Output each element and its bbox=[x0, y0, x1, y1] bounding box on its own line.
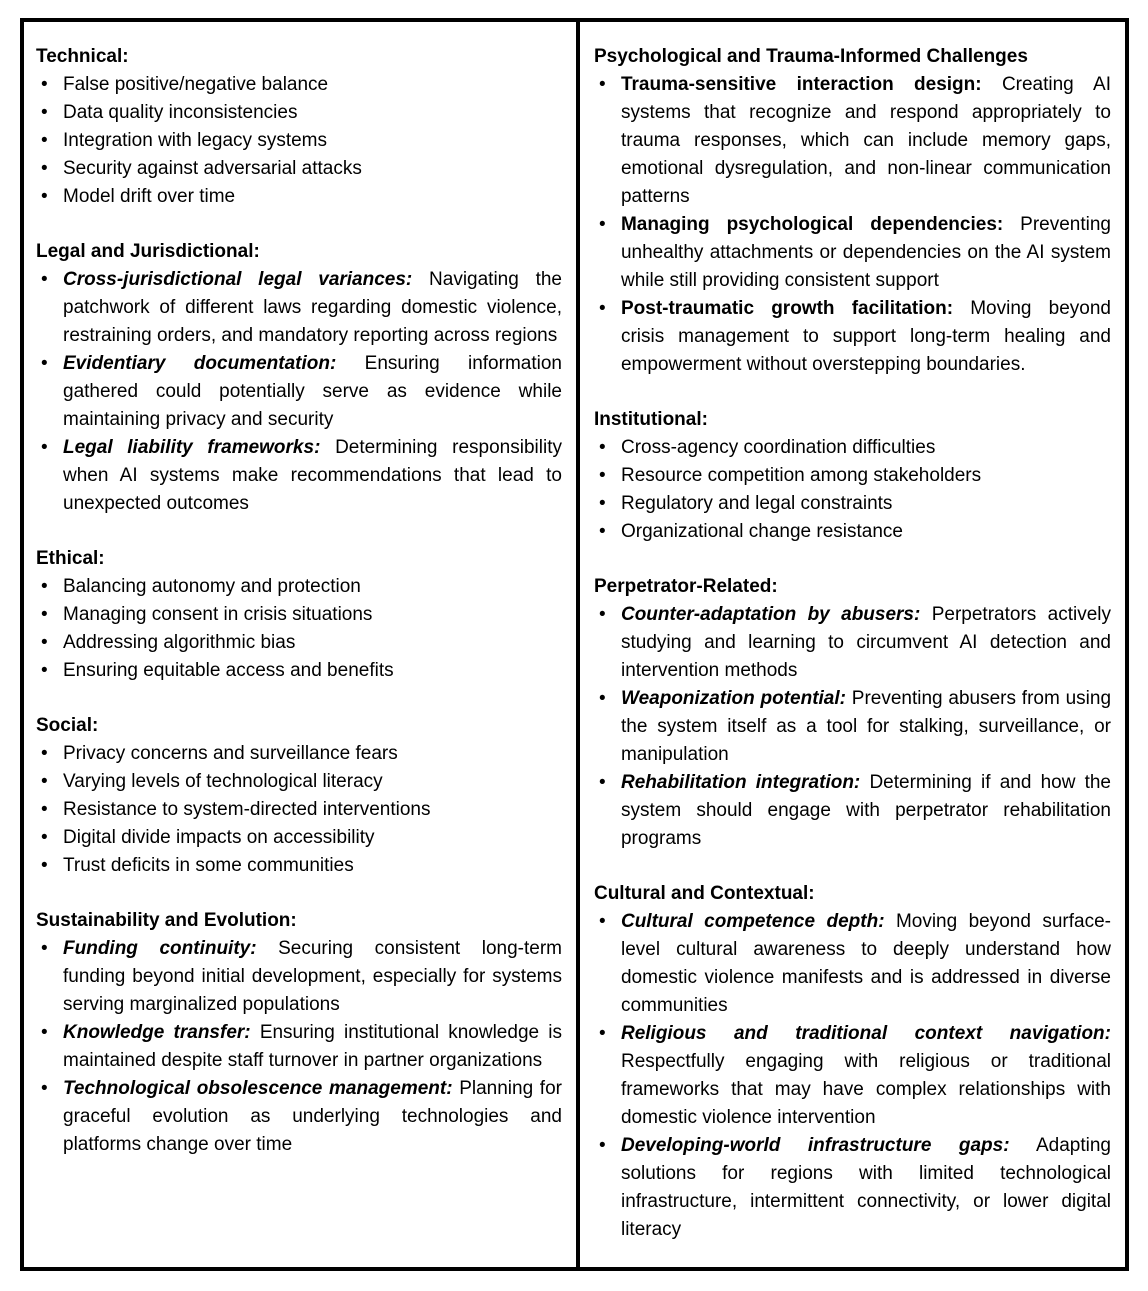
item-text: Managing consent in crisis situations bbox=[63, 604, 373, 625]
section-heading: Perpetrator-Related: bbox=[593, 576, 778, 597]
bullet-icon: • bbox=[41, 743, 48, 764]
left-column bbox=[24, 22, 576, 1267]
item-term: Legal liability frameworks: bbox=[63, 437, 321, 458]
item-text: Cross-agency coordination difficulties bbox=[620, 437, 936, 458]
bullet-list bbox=[36, 573, 562, 685]
list-item bbox=[36, 935, 562, 1019]
section-left-1 bbox=[36, 238, 562, 518]
bullet-list bbox=[594, 71, 1111, 379]
item-term: Weaponization potential: bbox=[620, 688, 846, 709]
bullet-list bbox=[36, 935, 562, 1159]
section-heading: Legal and Jurisdictional: bbox=[36, 241, 260, 262]
item-term: Managing psychological dependencies: bbox=[620, 214, 1004, 235]
list-item bbox=[36, 1019, 562, 1075]
item-text: Security against adversarial attacks bbox=[63, 158, 362, 179]
item-text: Moving beyond surface-level cultural awareness to deeply understand how domestic violence manifests and is addressed in diverse communities bbox=[620, 911, 1111, 1016]
bullet-list bbox=[594, 434, 1111, 546]
bullet-icon: • bbox=[598, 74, 606, 95]
item-text: Ensuring equitable access and benefits bbox=[63, 660, 394, 681]
item-text: Creating AI systems that recognize and respond appropriately to trauma responses, which can include memory gaps, emotional dysregulation, and non-linear communication patterns bbox=[620, 74, 1111, 207]
bullet-icon: • bbox=[41, 1022, 48, 1043]
item-text: Varying levels of technological literacy bbox=[63, 771, 383, 792]
item-text: Perpetrators actively studying and learning to circumvent AI detection and intervention methods bbox=[620, 604, 1111, 681]
item-term: Technological obsolescence management: bbox=[63, 1078, 453, 1099]
bullet-icon: • bbox=[41, 938, 48, 959]
item-text: Trust deficits in some communities bbox=[63, 855, 354, 876]
item-term: Trauma-sensitive interaction design: bbox=[620, 74, 982, 95]
section-left-2 bbox=[36, 545, 562, 685]
list-item bbox=[594, 434, 1111, 462]
list-item bbox=[36, 796, 562, 824]
list-item bbox=[36, 71, 562, 99]
bullet-icon: • bbox=[41, 660, 48, 681]
section-right-1 bbox=[594, 406, 1111, 546]
bullet-icon: • bbox=[41, 799, 48, 820]
list-item bbox=[36, 852, 562, 880]
bullet-icon: • bbox=[41, 186, 48, 207]
section-heading: Technical: bbox=[36, 46, 129, 67]
bullet-icon: • bbox=[41, 827, 48, 848]
list-item bbox=[594, 490, 1111, 518]
list-item bbox=[594, 1132, 1111, 1244]
item-text: Resistance to system-directed interventions bbox=[63, 799, 431, 820]
list-item bbox=[36, 183, 562, 211]
item-term: Developing-world infrastructure gaps: bbox=[620, 1135, 1010, 1156]
bullet-icon: • bbox=[598, 465, 606, 486]
list-item bbox=[594, 1020, 1111, 1132]
list-item bbox=[36, 629, 562, 657]
section-heading: Ethical: bbox=[36, 548, 105, 569]
bullet-icon: • bbox=[41, 576, 48, 597]
bullet-icon: • bbox=[598, 688, 606, 709]
item-text: Moving beyond crisis management to support long-term healing and empowerment without overstepping boundaries. bbox=[620, 298, 1111, 375]
item-text: Organizational change resistance bbox=[620, 521, 903, 542]
item-term: Funding continuity: bbox=[63, 938, 257, 959]
item-text: Respectfully engaging with religious or traditional frameworks that may have complex relationships with domestic violence intervention bbox=[620, 1051, 1111, 1128]
list-item bbox=[594, 685, 1111, 769]
list-item bbox=[36, 1075, 562, 1159]
bullet-icon: • bbox=[598, 298, 606, 319]
bullet-icon: • bbox=[41, 130, 48, 151]
bullet-icon: • bbox=[41, 158, 48, 179]
item-text: Securing consistent long-term funding beyond initial development, especially for systems serving marginalized populations bbox=[63, 938, 562, 1015]
list-item bbox=[36, 99, 562, 127]
list-item bbox=[594, 295, 1111, 379]
bullet-icon: • bbox=[598, 772, 606, 793]
list-item bbox=[36, 127, 562, 155]
list-item bbox=[594, 462, 1111, 490]
section-heading: Psychological and Trauma-Informed Challenges bbox=[593, 46, 1028, 67]
section-heading: Sustainability and Evolution: bbox=[36, 910, 297, 931]
item-text: Adapting solutions for regions with limited technological infrastructure, intermittent connectivity, or lower digital literacy bbox=[620, 1135, 1111, 1240]
section-right-2 bbox=[594, 573, 1111, 853]
list-item bbox=[36, 434, 562, 518]
section-right-0 bbox=[594, 43, 1111, 379]
list-item bbox=[594, 518, 1111, 546]
section-heading: Social: bbox=[36, 715, 99, 736]
list-item bbox=[36, 657, 562, 685]
item-text: Preventing unhealthy attachments or dependencies on the AI system while still providing consistent support bbox=[620, 214, 1111, 291]
item-text: Resource competition among stakeholders bbox=[620, 465, 982, 486]
item-term: Religious and traditional context navigation: bbox=[620, 1023, 1111, 1044]
bullet-icon: • bbox=[41, 771, 48, 792]
bullet-icon: • bbox=[41, 353, 48, 374]
list-item bbox=[36, 824, 562, 852]
list-item bbox=[594, 71, 1111, 211]
item-term: Rehabilitation integration: bbox=[620, 772, 861, 793]
section-left-0 bbox=[36, 43, 562, 211]
item-text: Regulatory and legal constraints bbox=[620, 493, 893, 514]
bullet-list bbox=[36, 71, 562, 211]
item-term: Post-traumatic growth facilitation: bbox=[620, 298, 954, 319]
item-text: Navigating the patchwork of different laws regarding domestic violence, restraining orders, and mandatory reporting across regions bbox=[63, 269, 562, 346]
item-term: Knowledge transfer: bbox=[63, 1022, 251, 1043]
item-text: Preventing abusers from using the system itself as a tool for stalking, surveillance, or manipulation bbox=[620, 688, 1112, 765]
bullet-icon: • bbox=[598, 214, 606, 235]
item-term: Cultural competence depth: bbox=[620, 911, 885, 932]
bullet-icon: • bbox=[41, 437, 48, 458]
bullet-icon: • bbox=[41, 102, 48, 123]
bullet-icon: • bbox=[41, 604, 48, 625]
list-item bbox=[594, 211, 1111, 295]
bullet-list bbox=[36, 740, 562, 880]
bullet-icon: • bbox=[41, 1078, 48, 1099]
list-item bbox=[594, 769, 1111, 853]
section-left-3 bbox=[36, 712, 562, 880]
bullet-icon: • bbox=[598, 1023, 606, 1044]
bullet-icon: • bbox=[598, 521, 606, 542]
item-text: Determining if and how the system should engage with perpetrator rehabilitation programs bbox=[620, 772, 1112, 849]
bullet-icon: • bbox=[598, 911, 606, 932]
item-text: Privacy concerns and surveillance fears bbox=[63, 743, 398, 764]
bullet-list bbox=[36, 266, 562, 518]
bullet-icon: • bbox=[41, 269, 48, 290]
bullet-icon: • bbox=[598, 493, 606, 514]
item-text: Addressing algorithmic bias bbox=[63, 632, 296, 653]
section-heading: Cultural and Contextual: bbox=[593, 883, 815, 904]
right-column bbox=[576, 22, 1125, 1267]
item-term: Evidentiary documentation: bbox=[63, 353, 337, 374]
bullet-icon: • bbox=[598, 1135, 606, 1156]
list-item bbox=[36, 350, 562, 434]
item-text: Determining responsibility when AI systems make recommendations that lead to unexpected outcomes bbox=[63, 437, 562, 514]
section-left-4 bbox=[36, 907, 562, 1159]
document-page bbox=[20, 18, 1129, 1271]
item-text: Model drift over time bbox=[63, 186, 236, 207]
item-text: Balancing autonomy and protection bbox=[63, 576, 361, 597]
bullet-list bbox=[594, 601, 1111, 853]
list-item bbox=[36, 573, 562, 601]
item-text: False positive/negative balance bbox=[63, 74, 329, 95]
item-text: Ensuring information gathered could potentially serve as evidence while maintaining privacy and security bbox=[63, 353, 562, 430]
item-term: Counter-adaptation by abusers: bbox=[620, 604, 921, 625]
item-text: Planning for graceful evolution as underlying technologies and platforms change over time bbox=[63, 1078, 562, 1155]
item-text: Ensuring institutional knowledge is maintained despite staff turnover in partner organizations bbox=[63, 1022, 562, 1071]
item-term: Cross-jurisdictional legal variances: bbox=[63, 269, 413, 290]
list-item bbox=[36, 601, 562, 629]
section-heading: Institutional: bbox=[593, 409, 708, 430]
list-item bbox=[594, 908, 1111, 1020]
list-item bbox=[36, 768, 562, 796]
bullet-icon: • bbox=[41, 632, 48, 653]
bullet-icon: • bbox=[41, 74, 48, 95]
bullet-icon: • bbox=[41, 855, 48, 876]
list-item bbox=[36, 155, 562, 183]
bullet-icon: • bbox=[598, 604, 606, 625]
bullet-list bbox=[594, 908, 1111, 1244]
section-right-3 bbox=[594, 880, 1111, 1244]
list-item bbox=[36, 740, 562, 768]
item-text: Integration with legacy systems bbox=[63, 130, 328, 151]
bullet-icon: • bbox=[598, 437, 606, 458]
list-item bbox=[36, 266, 562, 350]
item-text: Data quality inconsistencies bbox=[63, 102, 298, 123]
list-item bbox=[594, 601, 1111, 685]
item-text: Digital divide impacts on accessibility bbox=[63, 827, 375, 848]
